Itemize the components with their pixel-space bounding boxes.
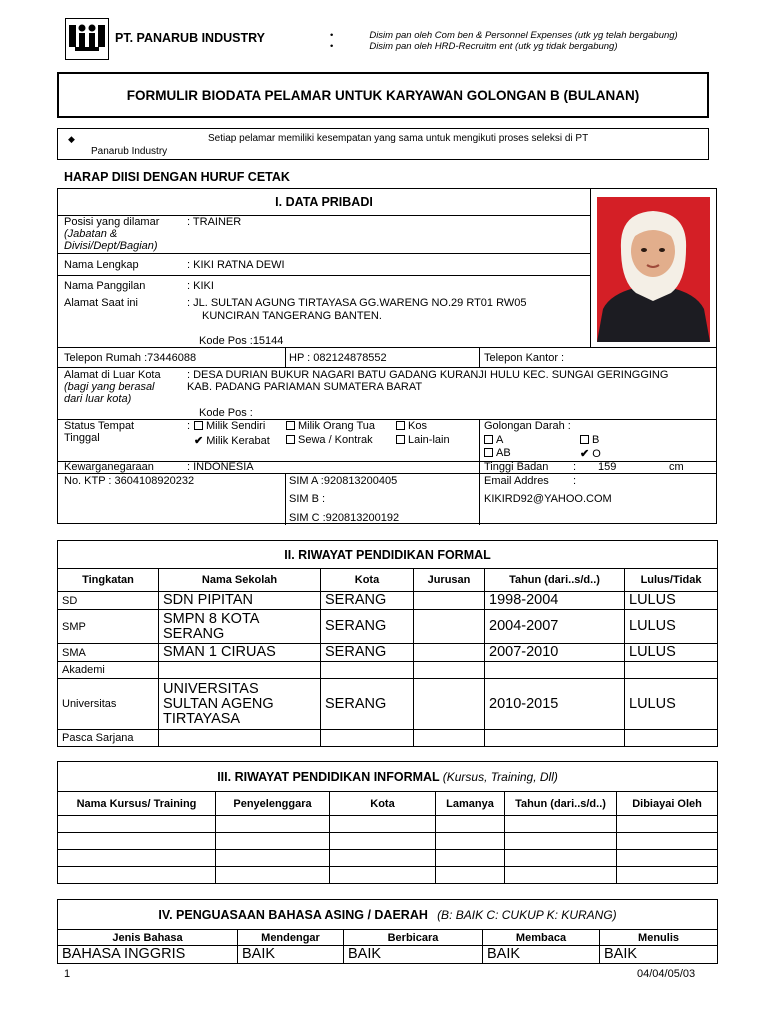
storage-note-1: • Disim pan oleh Com ben & Personnel Expenses (utk yg telah bergabung): [330, 30, 678, 41]
email-value: KIKIRD92@YAHOO.COM: [484, 493, 612, 505]
tinggi-label: Tinggi Badan: [484, 461, 549, 473]
alamat-kodepos: Kode Pos :15144: [199, 335, 284, 347]
checkbox-icon: [194, 421, 203, 430]
luar-kodepos: Kode Pos :: [199, 407, 253, 419]
luar-label: Alamat di Luar Kota: [64, 369, 161, 381]
informal-education-table: III. RIWAYAT PENDIDIKAN INFORMAL (Kursus, Training, Dll) Nama Kursus/ Training Penyelenggara Kota Lamanya Tahun (dari..s/d..) Dibiayai Oleh: [57, 761, 718, 884]
alamat-line2: KUNCIRAN TANGERANG BANTEN.: [202, 310, 382, 322]
warga-label: Kewarganegaraan: [64, 461, 154, 473]
table-row: Pasca Sarjana: [58, 730, 718, 747]
formal-section-title: II. RIWAYAT PENDIDIKAN FORMAL: [58, 541, 718, 569]
form-title: FORMULIR BIODATA PELAMAR UNTUK KARYAWAN GOLONGAN B (BULANAN): [126, 87, 640, 103]
col-tahun: Tahun (dari..s/d..): [485, 569, 625, 592]
col-nama-sekolah: Nama Sekolah: [159, 569, 321, 592]
panggilan-value: : KIKI: [187, 280, 214, 292]
luar-line2: KAB. PADANG PARIAMAN SUMATERA BARAT: [187, 381, 423, 393]
table-row: SMP SMPN 8 KOTA SERANG SERANG 2004-2007 LULUS: [58, 610, 718, 644]
luar-line1: : DESA DURIAN BUKUR NAGARI BATU GADANG KURANJI HULU KEC. SUNGAI GERINGGING: [187, 369, 669, 381]
checkmark-icon: ✔: [580, 448, 590, 460]
nama-label: Nama Lengkap: [64, 259, 139, 271]
notice-text: Setiap pelamar memiliki kesempatan yang sama untuk mengikuti proses seleksi di PT: [208, 133, 589, 144]
instruction: HARAP DIISI DENGAN HURUF CETAK: [64, 170, 290, 184]
golongan-a[interactable]: A: [484, 434, 503, 446]
col-kota: Kota: [321, 569, 414, 592]
table-row: Universitas UNIVERSITAS SULTAN AGENG TIRTAYASA SERANG 2010-2015 LULUS: [58, 679, 718, 730]
hp: HP : 082124878552: [289, 352, 387, 364]
checkbox-icon: [580, 435, 589, 444]
status-milik-orang-tua[interactable]: Milik Orang Tua: [286, 420, 375, 432]
status-milik-sendiri[interactable]: Milik Sendiri: [194, 420, 265, 432]
language-section-title: IV. PENGUASAAN BAHASA ASING / DAERAH (B: BAIK C: CUKUP K: KURANG): [58, 900, 718, 930]
golongan-o[interactable]: ✔ O: [580, 448, 601, 460]
alamat-line1: : JL. SULTAN AGUNG TIRTAYASA GG.WARENG NO.29 RT01 RW05: [187, 297, 527, 309]
notice-box: ◆ Setiap pelamar memiliki kesempatan yang sama untuk mengikuti proses seleksi di PT Panarub Industry: [57, 128, 709, 160]
ktp: No. KTP : 3604108920232: [64, 475, 195, 487]
form-code: 04/04/05/03: [637, 968, 696, 980]
col-jurusan: Jurusan: [414, 569, 485, 592]
company-name: PT. PANARUB INDUSTRY: [115, 31, 266, 45]
golongan-b[interactable]: B: [580, 434, 599, 446]
formal-education-table: [57, 540, 718, 747]
posisi-value: : TRAINER: [187, 216, 242, 228]
personal-data-section: I. DATA PRIBADI Posisi yang dilamar (Jabatan & Divisi/Dept/Bagian) : TRAINER Nama Lengkap : KIKI RATNA DEWI Nama Panggilan : KIKI Alamat Saat ini : JL. SULTAN AGUNG TIRTAYASA GG.WARENG NO.29 RT01 RW05 KUNCIRAN TANGERANG BANTEN. Kode Pos :15144 Telepon Rumah :73446088 HP : 082124878552 Telepon Kantor : Alamat di Luar Kota (bagi yang berasal dari luar kota) : DESA DURIAN BUKUR NAGARI BATU GADANG KURANJI HULU KEC. SUNGAI GERINGGING KAB. PADANG PARIAMAN SUMATERA BARAT Kode Pos : Status Tempat Tinggal : Milik Sendiri Milik Orang Tua Kos ✔ Milik Kerabat Sewa / Kontrak Lain-lain Golongan Darah : A B AB ✔ O Kewarganegaraan : INDONESIA Tinggi Badan : 159 cm No. KTP : 3604108920232 SIM A :920813200405 SIM B : SIM C :920813200192 Email Addres : KIKIRD92@YAHOO.COM: [57, 188, 717, 524]
table-row: Akademi: [58, 662, 718, 679]
status-sewa-kontrak[interactable]: Sewa / Kontrak: [286, 434, 373, 446]
status-lain-lain[interactable]: Lain-lain: [396, 434, 450, 446]
nama-value: : KIKI RATNA DEWI: [187, 259, 285, 271]
table-row: [58, 816, 718, 833]
form-title-box: [57, 72, 709, 118]
tinggi-value: 159: [598, 461, 617, 473]
company-logo: [65, 18, 109, 60]
table-row: [58, 833, 718, 850]
language-table: IV. PENGUASAAN BAHASA ASING / DAERAH (B: BAIK C: CUKUP K: KURANG) Jenis Bahasa Mendengar Berbicara Membaca Menulis BAHASA INGGRIS BAIK BAIK BAIK BAIK: [57, 899, 718, 964]
sim-c: SIM C :920813200192: [289, 512, 400, 524]
sim-b: SIM B :: [289, 493, 326, 505]
email-label: Email Addres: [484, 475, 549, 487]
checkmark-icon: ✔: [194, 435, 204, 447]
page-number: 1: [64, 968, 71, 980]
status-milik-kerabat[interactable]: ✔ Milik Kerabat: [194, 435, 270, 447]
checkbox-icon: [286, 435, 295, 444]
table-row: [58, 867, 718, 884]
panggilan-label: Nama Panggilan: [64, 280, 146, 292]
checkbox-icon: [396, 421, 405, 430]
sim-a: SIM A :920813200405: [289, 475, 398, 487]
informal-section-title: III. RIWAYAT PENDIDIKAN INFORMAL (Kursus, Training, Dll): [58, 762, 718, 792]
warga-value: : INDONESIA: [187, 461, 254, 473]
golongan-ab[interactable]: AB: [484, 447, 511, 459]
table-row: SD SDN PIPITAN SERANG 1998-2004 LULUS: [58, 592, 718, 610]
table-row: BAHASA INGGRIS BAIK BAIK BAIK BAIK: [58, 946, 718, 964]
checkbox-icon: [484, 435, 493, 444]
checkbox-icon: [286, 421, 295, 430]
applicant-photo: [597, 197, 710, 342]
col-lulus: Lulus/Tidak: [625, 569, 718, 592]
telp-rumah: Telepon Rumah :73446088: [64, 352, 197, 364]
checkbox-icon: [484, 448, 493, 457]
col-tingkatan: Tingkatan: [58, 569, 159, 592]
alamat-label: Alamat Saat ini: [64, 297, 138, 309]
personal-section-title: I. DATA PRIBADI: [275, 195, 373, 209]
storage-note-2: • Disim pan oleh HRD-Recruitm ent (utk yg tidak bergabung): [330, 41, 618, 52]
status-kos[interactable]: Kos: [396, 420, 427, 432]
table-row: [58, 850, 718, 867]
golongan-label: Golongan Darah :: [484, 420, 571, 432]
table-row: SMA SMAN 1 CIRUAS SERANG 2007-2010 LULUS: [58, 644, 718, 662]
checkbox-icon: [396, 435, 405, 444]
telp-kantor: Telepon Kantor :: [484, 352, 565, 364]
posisi-label: Posisi yang dilamar: [64, 216, 160, 228]
